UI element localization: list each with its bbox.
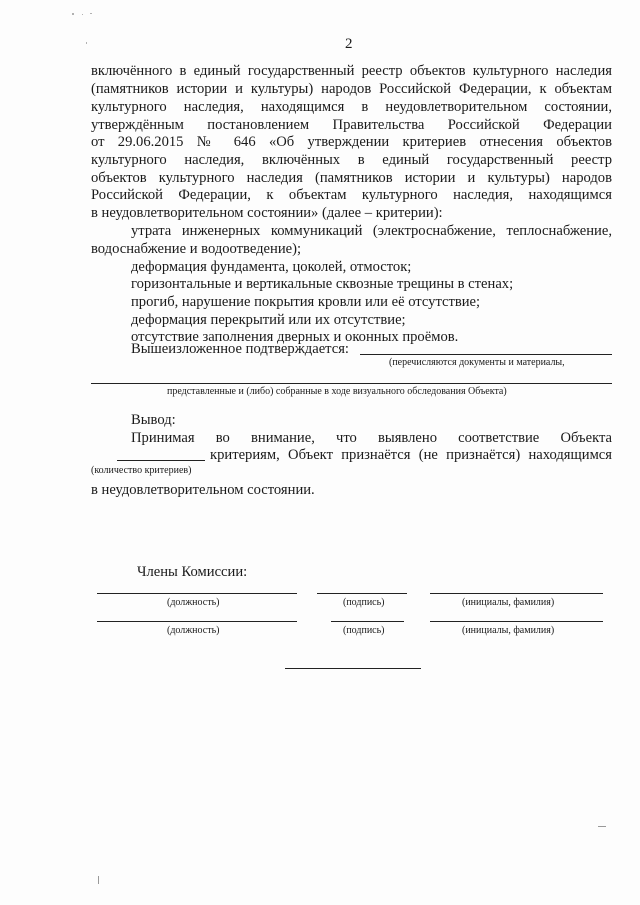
criteria-count-blank xyxy=(117,460,205,461)
body-line: Российской Федерации, к объектам культурного наследия, находящимся xyxy=(91,187,612,203)
scan-speck xyxy=(90,13,92,14)
body-line: в неудовлетворительном состоянии» (далее – критерии): xyxy=(91,205,443,221)
criteria-count-hint: (количество критериев) xyxy=(91,465,192,476)
criteria-item: отсутствие заполнения дверных и оконных проёмов. xyxy=(131,329,459,345)
criteria-item: прогиб, нарушение покрытия кровли или её отсутствие; xyxy=(131,294,481,310)
conclusion-line: критериям, Объект признаётся (не признаётся) находящимся xyxy=(210,447,612,463)
criteria-item: деформация перекрытий или их отсутствие; xyxy=(131,312,406,328)
scan-speck xyxy=(82,14,83,15)
confirmation-hint: представленные и (либо) собранные в ходе визуального обследования Объекта) xyxy=(167,386,507,397)
name-line xyxy=(430,593,603,594)
scan-speck xyxy=(72,13,74,15)
body-line: (памятников истории и культуры) народов Российской Федерации, к объектам xyxy=(91,81,612,97)
criteria-item: деформация фундамента, цоколей, отмосток; xyxy=(131,259,412,275)
page-number: 2 xyxy=(345,36,353,52)
scan-speck xyxy=(86,42,87,44)
name-line xyxy=(430,621,603,622)
body-line: объектов культурного наследия (памятников истории и культуры) народов xyxy=(91,170,612,186)
conclusion-heading: Вывод: xyxy=(131,412,176,428)
signature-caption: (подпись) xyxy=(343,597,385,608)
position-caption: (должность) xyxy=(167,625,220,636)
name-caption: (инициалы, фамилия) xyxy=(462,625,555,636)
signature-caption: (подпись) xyxy=(343,625,385,636)
signature-line xyxy=(317,593,407,594)
confirmation-blank-line xyxy=(360,354,612,355)
body-line: от 29.06.2015 № 646 «Об утверждении критериев отнесения объектов xyxy=(91,134,612,150)
scan-speck xyxy=(598,826,606,827)
conclusion-line: в неудовлетворительном состоянии. xyxy=(91,482,315,498)
name-caption: (инициалы, фамилия) xyxy=(462,597,555,608)
position-caption: (должность) xyxy=(167,597,220,608)
body-line: утверждённым постановлением Правительства Российской Федерации xyxy=(91,117,612,133)
body-line: культурного наследия, находящимся в неудовлетворительном состоянии, xyxy=(91,99,612,115)
body-line: культурного наследия, включённых в единый государственный реестр xyxy=(91,152,612,168)
end-separator xyxy=(285,668,421,669)
scan-speck xyxy=(98,876,99,884)
confirmation-hint: (перечисляются документы и материалы, xyxy=(389,357,565,368)
criteria-item: горизонтальные и вертикальные сквозные трещины в стенах; xyxy=(131,276,514,292)
body-line: включённого в единый государственный реестр объектов культурного наследия xyxy=(91,63,612,79)
confirmation-label: Вышеизложенное подтверждается: xyxy=(131,341,349,357)
commission-heading: Члены Комиссии: xyxy=(137,564,248,580)
confirmation-blank-line xyxy=(91,383,612,384)
criteria-item-continuation: водоснабжение и водоотведение); xyxy=(91,241,302,257)
signature-line xyxy=(331,621,404,622)
conclusion-line: Принимая во внимание, что выявлено соответствие Объекта xyxy=(131,430,612,446)
position-line xyxy=(97,593,297,594)
criteria-item: утрата инженерных коммуникаций (электроснабжение, теплоснабжение, xyxy=(131,223,612,239)
position-line xyxy=(97,621,297,622)
